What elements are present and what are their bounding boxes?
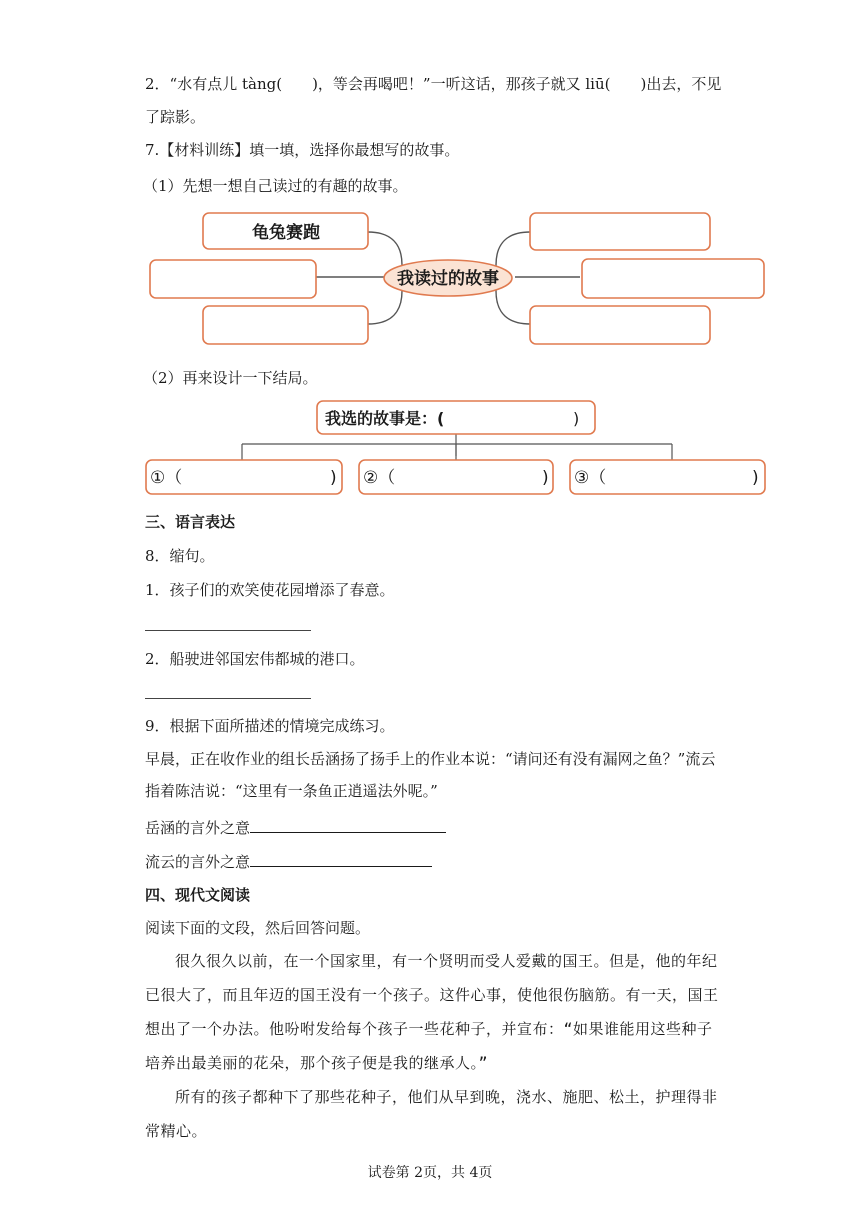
ending-box-1-close: ) xyxy=(330,468,337,488)
q8-answer-line-2[interactable] xyxy=(145,698,311,699)
selected-story-close: ) xyxy=(573,409,580,428)
q9-passage: 早晨，正在收作业的组长岳涵扬了扬手上的作业本说：“请问还有没有漏网之鱼？”流云指着陈洁说：“这里有一条鱼正逍遥法外呢。” xyxy=(145,750,716,800)
q9-answer-blank-b[interactable] xyxy=(250,852,432,867)
q2-line2: 了踪影。 xyxy=(145,108,206,126)
q7-part2: （2）再来设计一下结局。 xyxy=(143,369,318,387)
q9-question-a xyxy=(145,818,446,838)
q7-part1: （1）先想一想自己读过的有趣的故事。 xyxy=(143,177,408,195)
story-box-4[interactable] xyxy=(530,213,710,250)
section3-heading: 三、语言表达 xyxy=(145,513,236,531)
story-box-5[interactable] xyxy=(582,259,764,298)
q9-question-b xyxy=(145,852,432,872)
q2-line1: 2．“水有点儿 tàng( )，等会再喝吧！”一听这话，那孩子就又 liū( )出去，不见 xyxy=(145,75,722,93)
story-mindmap xyxy=(140,205,780,355)
ending-box-1-label: ①（ xyxy=(150,468,183,488)
q9-title: 9．根据下面所描述的情境完成练习。 xyxy=(145,717,395,735)
ending-box-3-label: ③（ xyxy=(574,468,607,488)
q8-item2: 2．船驶进邻国宏伟都城的港口。 xyxy=(145,650,365,668)
ending-box-3-close: ) xyxy=(752,468,759,488)
mindmap-center-label: 我读过的故事 xyxy=(397,269,499,289)
page-footer: 试卷第 2页，共 4页 xyxy=(367,1165,493,1181)
q9-answer-blank-a[interactable] xyxy=(250,818,446,833)
q9-question-a-label: 岳涵的言外之意 xyxy=(145,819,251,837)
story-box-3[interactable] xyxy=(203,306,368,344)
reading-paragraph-2: 所有的孩子都种下了那些花种子，他们从早到晚，浇水、施肥、松土，护理得非常精心。 xyxy=(145,1088,718,1140)
ending-tree xyxy=(140,396,772,500)
ending-box-2-label: ②（ xyxy=(363,468,396,488)
section4-intro: 阅读下面的文段，然后回答问题。 xyxy=(145,919,371,937)
q9-question-b-label: 流云的言外之意 xyxy=(145,853,251,871)
reading-paragraph-1: 很久很久以前，在一个国家里，有一个贤明而受人爱戴的国王。但是，他的年纪已很大了，而且年迈的国王没有一个孩子。这件心事，使他很伤脑筋。有一天，国王想出了一个办法。他吩咐发给每个孩子一些花种子，并宣布：“如果谁能用这些种子培养出最美丽的花朵，那个孩子便是我的继承人。” xyxy=(145,952,719,1072)
ending-box-2-close: ) xyxy=(542,468,549,488)
q7-title: 7.【材料训练】填一填，选择你最想写的故事。 xyxy=(145,141,460,159)
story-box-2[interactable] xyxy=(150,260,316,298)
q8-item1: 1．孩子们的欢笑使花园增添了春意。 xyxy=(145,581,395,599)
story-box-1-label: 龟兔赛跑 xyxy=(252,223,320,243)
q8-answer-line-1[interactable] xyxy=(145,630,311,631)
q8-title: 8．缩句。 xyxy=(145,547,215,565)
selected-story-label: 我选的故事是：( xyxy=(325,409,445,428)
section4-heading: 四、现代文阅读 xyxy=(145,886,251,904)
story-box-6[interactable] xyxy=(530,306,710,344)
